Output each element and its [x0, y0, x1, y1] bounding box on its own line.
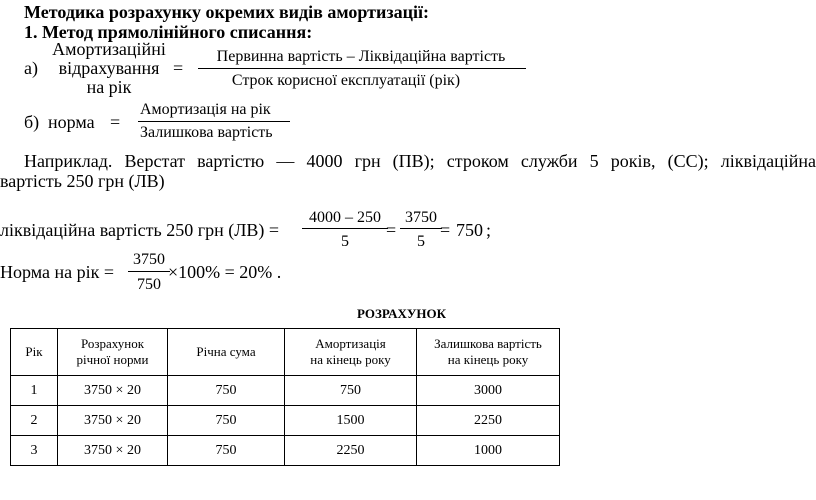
cell-annual-sum: 750	[168, 436, 285, 466]
formula-a-fraction-bar	[198, 68, 526, 69]
cell-depreciation: 750	[285, 376, 417, 406]
cell-annual-sum: 750	[168, 376, 285, 406]
formula-a-lhs	[46, 40, 172, 97]
table-caption: РОЗРАХУНОК	[357, 306, 447, 321]
formula-a-lhs-line1: Амортизаційні	[52, 39, 166, 59]
example-line-1: Наприклад. Верстат вартістю — 4000 грн (ПВ); строком служби 5 років, (СС); ліквідаційна	[24, 151, 816, 171]
calc1-frac2-bar	[400, 228, 442, 229]
formula-a-denominator: Строк корисної експлуатації (рік)	[231, 72, 461, 89]
header-residual-value: Залишкова вартість на кінець року	[417, 329, 560, 376]
formula-b-lhs: норма	[48, 112, 95, 132]
example-line-2: вартість 250 грн (ЛВ)	[0, 171, 165, 191]
calc2-rest: ×100% = 20% .	[168, 262, 282, 282]
depreciation-table	[10, 328, 560, 466]
header-annual-sum: Річна сума	[168, 329, 285, 376]
formula-b-numerator: Амортизація на рік	[140, 101, 271, 118]
calc1-result: 750	[456, 220, 483, 240]
formula-a-lhs-line3: на рік	[86, 77, 132, 97]
header-year: Рік	[11, 329, 58, 376]
table-row	[11, 406, 560, 436]
table-row	[11, 376, 560, 406]
header-rate-calc: Розрахунок річної норми	[58, 329, 168, 376]
formula-a-numerator: Первинна вартість – Ліквідаційна вартість	[216, 48, 506, 65]
cell-residual-value: 1000	[417, 436, 560, 466]
cell-rate-calc: 3750 × 20	[58, 376, 168, 406]
formula-b-denominator: Залишкова вартість	[140, 124, 273, 141]
calc2-lhs: Норма на рік =	[0, 262, 115, 282]
table-row	[11, 436, 560, 466]
formula-a-lhs-line2: відрахування	[58, 58, 160, 78]
formula-a-label: а)	[24, 58, 38, 78]
cell-residual-value: 3000	[417, 376, 560, 406]
heading-line-2: 1. Метод прямолінійного списання:	[24, 22, 313, 42]
calc1-frac2-denominator: 5	[417, 233, 425, 250]
calc2-denominator: 750	[137, 276, 161, 293]
calc2-numerator: 3750	[133, 251, 165, 268]
calc1-end: ;	[486, 220, 492, 240]
formula-a-equals: =	[173, 58, 184, 78]
calc1-frac1-numerator: 4000 – 250	[309, 209, 381, 226]
calc1-equals-1: =	[386, 220, 397, 240]
formula-b-label: б)	[24, 112, 40, 132]
cell-residual-value: 2250	[417, 406, 560, 436]
cell-year: 1	[11, 376, 58, 406]
calc2-fraction-bar	[128, 271, 170, 272]
cell-rate-calc: 3750 × 20	[58, 436, 168, 466]
calc1-frac1-bar	[302, 228, 388, 229]
formula-b-fraction-bar	[138, 121, 290, 122]
heading-line-1: Методика розрахунку окремих видів амортизації:	[24, 2, 429, 22]
calc1-frac2-numerator: 3750	[405, 209, 437, 226]
cell-annual-sum: 750	[168, 406, 285, 436]
cell-year: 3	[11, 436, 58, 466]
cell-depreciation: 1500	[285, 406, 417, 436]
cell-depreciation: 2250	[285, 436, 417, 466]
cell-rate-calc: 3750 × 20	[58, 406, 168, 436]
calc1-equals-2: =	[440, 220, 451, 240]
calc1-lhs: ліквідаційна вартість 250 грн (ЛВ) =	[0, 220, 280, 240]
formula-b-equals: =	[110, 112, 121, 132]
header-depreciation: Амортизація на кінець року	[285, 329, 417, 376]
cell-year: 2	[11, 406, 58, 436]
calc1-frac1-denominator: 5	[341, 233, 349, 250]
table-header-row	[11, 329, 560, 376]
